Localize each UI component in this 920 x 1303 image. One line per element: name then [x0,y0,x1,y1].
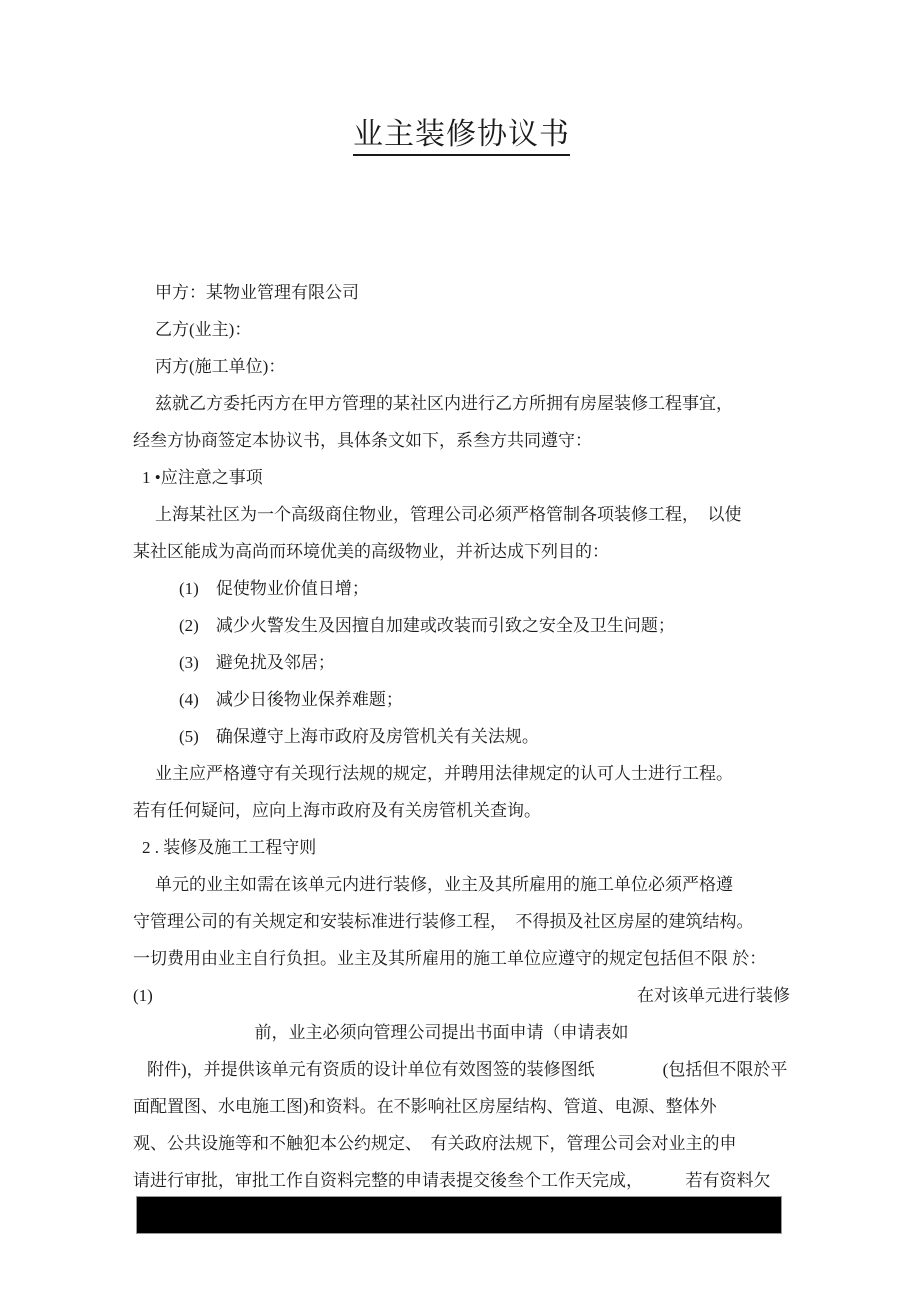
paragraph-line: 上海某社区为一个高级商住物业，管理公司必须严格管制各项装修工程， 以使 [155,505,742,524]
clause-1-number: (1) [133,986,153,1005]
paragraph-line: 请进行审批，审批工作自资料完整的申请表提交後叁个工作天完成， 若有资料欠 [133,1171,771,1190]
redacted-content-bar [136,1196,782,1234]
list-item-1: (1) 促使物业价值日增； [179,579,369,598]
preamble-line: 经叁方协商签定本协议书，具体条文如下，系叁方共同遵守： [133,431,592,450]
document-title [133,112,790,158]
paragraph-line: 单元的业主如需在该单元内进行装修，业主及其所雇用的施工单位必须严格遵 [155,875,733,894]
paragraph-line: 前，业主必须向管理公司提出书面申请（申请表如 [254,1023,629,1042]
list-item-4: (4) 减少日後物业保养难题； [179,690,403,709]
list-item-3: (3) 避免扰及邻居； [179,653,335,672]
paragraph-line: 某社区能成为高尚而环境优美的高级物业，并祈达成下列目的： [133,542,609,561]
paragraph-line: 一切费用由业主自行负担。业主及其所雇用的施工单位应遵守的规定包括但不限 於： [133,949,767,968]
document-title-text: 业主装修协议书 [353,118,570,156]
paragraph-line: 若有任何疑问，应向上海市政府及有关房管机关查询。 [133,801,541,820]
section-1-heading: 1 •应注意之事项 [142,468,263,487]
paragraph-line: 面配置图、水电施工图)和资料。在不影响社区房屋结构、管道、电源、整体外 [133,1097,717,1116]
list-item-2: (2) 减少火警发生及因擅自加建或改装而引致之安全及卫生问题； [179,616,675,635]
preamble-line: 兹就乙方委托丙方在甲方管理的某社区内进行乙方所拥有房屋装修工程事宜， [155,394,733,413]
document-text [133,274,790,1199]
clause-1-text: 在对该单元进行装修 [637,986,790,1005]
party-line-yifang: 乙方(业主)： [155,320,252,339]
paragraph-line: 观、公共设施等和不触犯本公约规定、 有关政府法规下，管理公司会对业主的申 [133,1134,737,1153]
document-body [133,0,790,1199]
paragraph-line: 守管理公司的有关规定和安装标准进行装修工程， 不得损及社区房屋的建筑结构。 [133,912,754,931]
list-item-5: (5) 确保遵守上海市政府及房管机关有关法规。 [179,727,539,746]
party-line-jiafang: 甲方：某物业管理有限公司 [155,283,359,302]
paragraph-line: 附件)，并提供该单元有资质的设计单位有效图签的装修图纸 (包括但不限於平 [147,1060,788,1079]
clause-1-line [133,977,790,1014]
party-line-bingfang: 丙方(施工单位)： [155,357,286,376]
section-2-heading: 2 . 装修及施工工程守则 [142,838,317,857]
paragraph-line: 业主应严格遵守有关现行法规的规定，并聘用法律规定的认可人士进行工程。 [155,764,733,783]
